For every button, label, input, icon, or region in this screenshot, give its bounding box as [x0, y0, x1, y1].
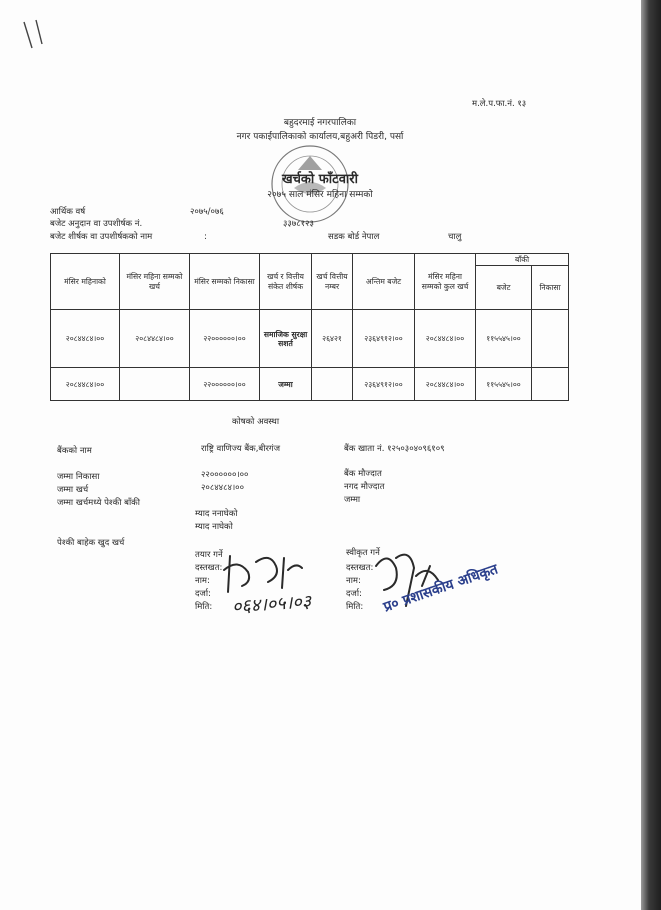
doc-title: खर्चको फाँटवारी: [282, 172, 358, 187]
cell-remaining-release: [532, 310, 569, 368]
prepared-post-label: दर्जा:: [195, 589, 211, 599]
total-final-budget: २३६४९१२।००: [353, 368, 415, 401]
total-month-expense: २०८४४८४।००: [51, 368, 120, 401]
approved-date-label: मिति:: [346, 602, 364, 612]
total-remaining-release: [532, 368, 569, 401]
bank-balance-label: बैंक मौज्दात: [344, 469, 382, 479]
total-till-month-expense: [120, 368, 190, 401]
office-name: नगर पकाईपालिकाको कार्यालय,बहुअरी पिडरी, पर्सा: [236, 132, 404, 142]
cell-expense-code: समाजिक सुरक्षा सशर्त: [260, 310, 312, 368]
org-name: बहुदरमाई नगरपालिका: [283, 118, 357, 128]
fund-status-heading: कोषको अवस्था: [232, 417, 280, 427]
cell-total-expense: २०८४४८४।००: [415, 310, 476, 368]
budget-sub-value: ३३७८१२३: [283, 219, 314, 229]
cell-expense-number: २६४२१: [312, 310, 353, 368]
cash-balance-label: नगद मौज्दात: [344, 482, 385, 492]
header-remaining-release: निकासा: [532, 266, 569, 310]
approved-post-label: दर्जा:: [346, 589, 362, 599]
total-expense-label: जम्मा खर्च: [57, 485, 89, 495]
bank-account: बैंक खाता नं. १२५०३०४०९६१०९: [344, 444, 445, 454]
total-label: जम्मा: [260, 368, 312, 401]
fiscal-year-label: आर्थिक वर्ष: [50, 207, 86, 217]
prepared-name-label: नाम:: [195, 576, 210, 586]
table-row: [51, 310, 569, 368]
cell-final-budget: २३६४९१२।००: [353, 310, 415, 368]
prepared-date-label: मिति:: [195, 602, 213, 612]
budget-title-label: बजेट शीर्षक वा उपशीर्षकको नाम: [50, 232, 153, 242]
budget-title-colon: :: [204, 232, 207, 242]
total-release-label: जम्मा निकासा: [57, 472, 100, 482]
total-total-expense: २०८४४८४।००: [415, 368, 476, 401]
approved-name-label: नाम:: [346, 576, 361, 586]
total-expense-value: २०८४४८४।००: [201, 483, 245, 493]
designation-stamp: प्र० प्रशासकीय अधिकृत: [381, 561, 500, 616]
due-unexpired: म्याद ननाघेको: [195, 509, 238, 519]
prepared-signature-label: दस्तखत:: [195, 563, 223, 573]
header-final-budget: अन्तिम बजेट: [353, 254, 415, 310]
advance-label: जम्मा खर्चमध्ये पेश्की बाँकी: [57, 498, 140, 508]
header-remaining-budget: बजेट: [476, 266, 532, 310]
total-remaining-budget: ११५५४५।००: [476, 368, 532, 401]
prepared-signature-icon: [218, 548, 308, 598]
handwritten-date: ०६४।०५।०३: [231, 591, 312, 618]
total-release-value: २२००००००।००: [201, 470, 249, 480]
fiscal-year-value: २०७५/०७६: [190, 207, 224, 217]
header-month-expense: मंसिर महिनाको: [51, 254, 120, 310]
total-till-month-release: २२००००००।००: [190, 368, 260, 401]
scan-mark-icon: [12, 18, 52, 52]
net-expense-label: पेश्की बाहेक खुद खर्च: [57, 538, 125, 548]
form-code: म.ले.प.फा.नं. १३: [472, 99, 527, 109]
header-till-month-expense: मंसिर महिना सम्मको खर्च: [120, 254, 190, 310]
approved-by: स्वीकृत गर्ने: [346, 548, 380, 558]
cell-month-expense: २०८४४८४।००: [51, 310, 120, 368]
header-till-month-release: मंसिर सम्मको निकासा: [190, 254, 260, 310]
cell-till-month-expense: २०८४४८४।००: [120, 310, 190, 368]
bank-name-value: राष्ट्रि वाणिज्य बैंक,बीरगंज: [201, 444, 281, 454]
due-expired: म्याद नाघेको: [195, 522, 233, 532]
header-total-expense: मंसिर महिना सम्मको कुल खर्च: [415, 254, 476, 310]
sum-label: जम्मा: [344, 495, 361, 505]
budget-title-value: सडक बोर्ड नेपाल: [328, 232, 380, 242]
cell-remaining-budget: ११५५४५।००: [476, 310, 532, 368]
table-header-row: [51, 254, 569, 266]
bank-name-label: बैंकको नाम: [57, 446, 92, 456]
header-remaining: बाँकी: [476, 254, 569, 266]
header-expense-number: खर्च वित्तीय नम्बर: [312, 254, 353, 310]
scan-edge: [641, 0, 661, 910]
doc-subtitle: २०७५ साल मंसिर महिना सम्मको: [267, 190, 373, 200]
header-expense-code: खर्च र वित्तीय संकेत शीर्षक: [260, 254, 312, 310]
budget-type: चालु: [448, 232, 462, 242]
table-total-row: [51, 368, 569, 401]
budget-sub-label: बजेट अनुदान वा उपशीर्षक नं.: [50, 219, 143, 229]
prepared-by: तयार गर्ने: [195, 550, 223, 560]
cell-till-month-release: २२००००००।००: [190, 310, 260, 368]
expense-table: [50, 253, 569, 401]
approved-signature-label: दस्तखत:: [346, 563, 374, 573]
total-expense-number: [312, 368, 353, 401]
